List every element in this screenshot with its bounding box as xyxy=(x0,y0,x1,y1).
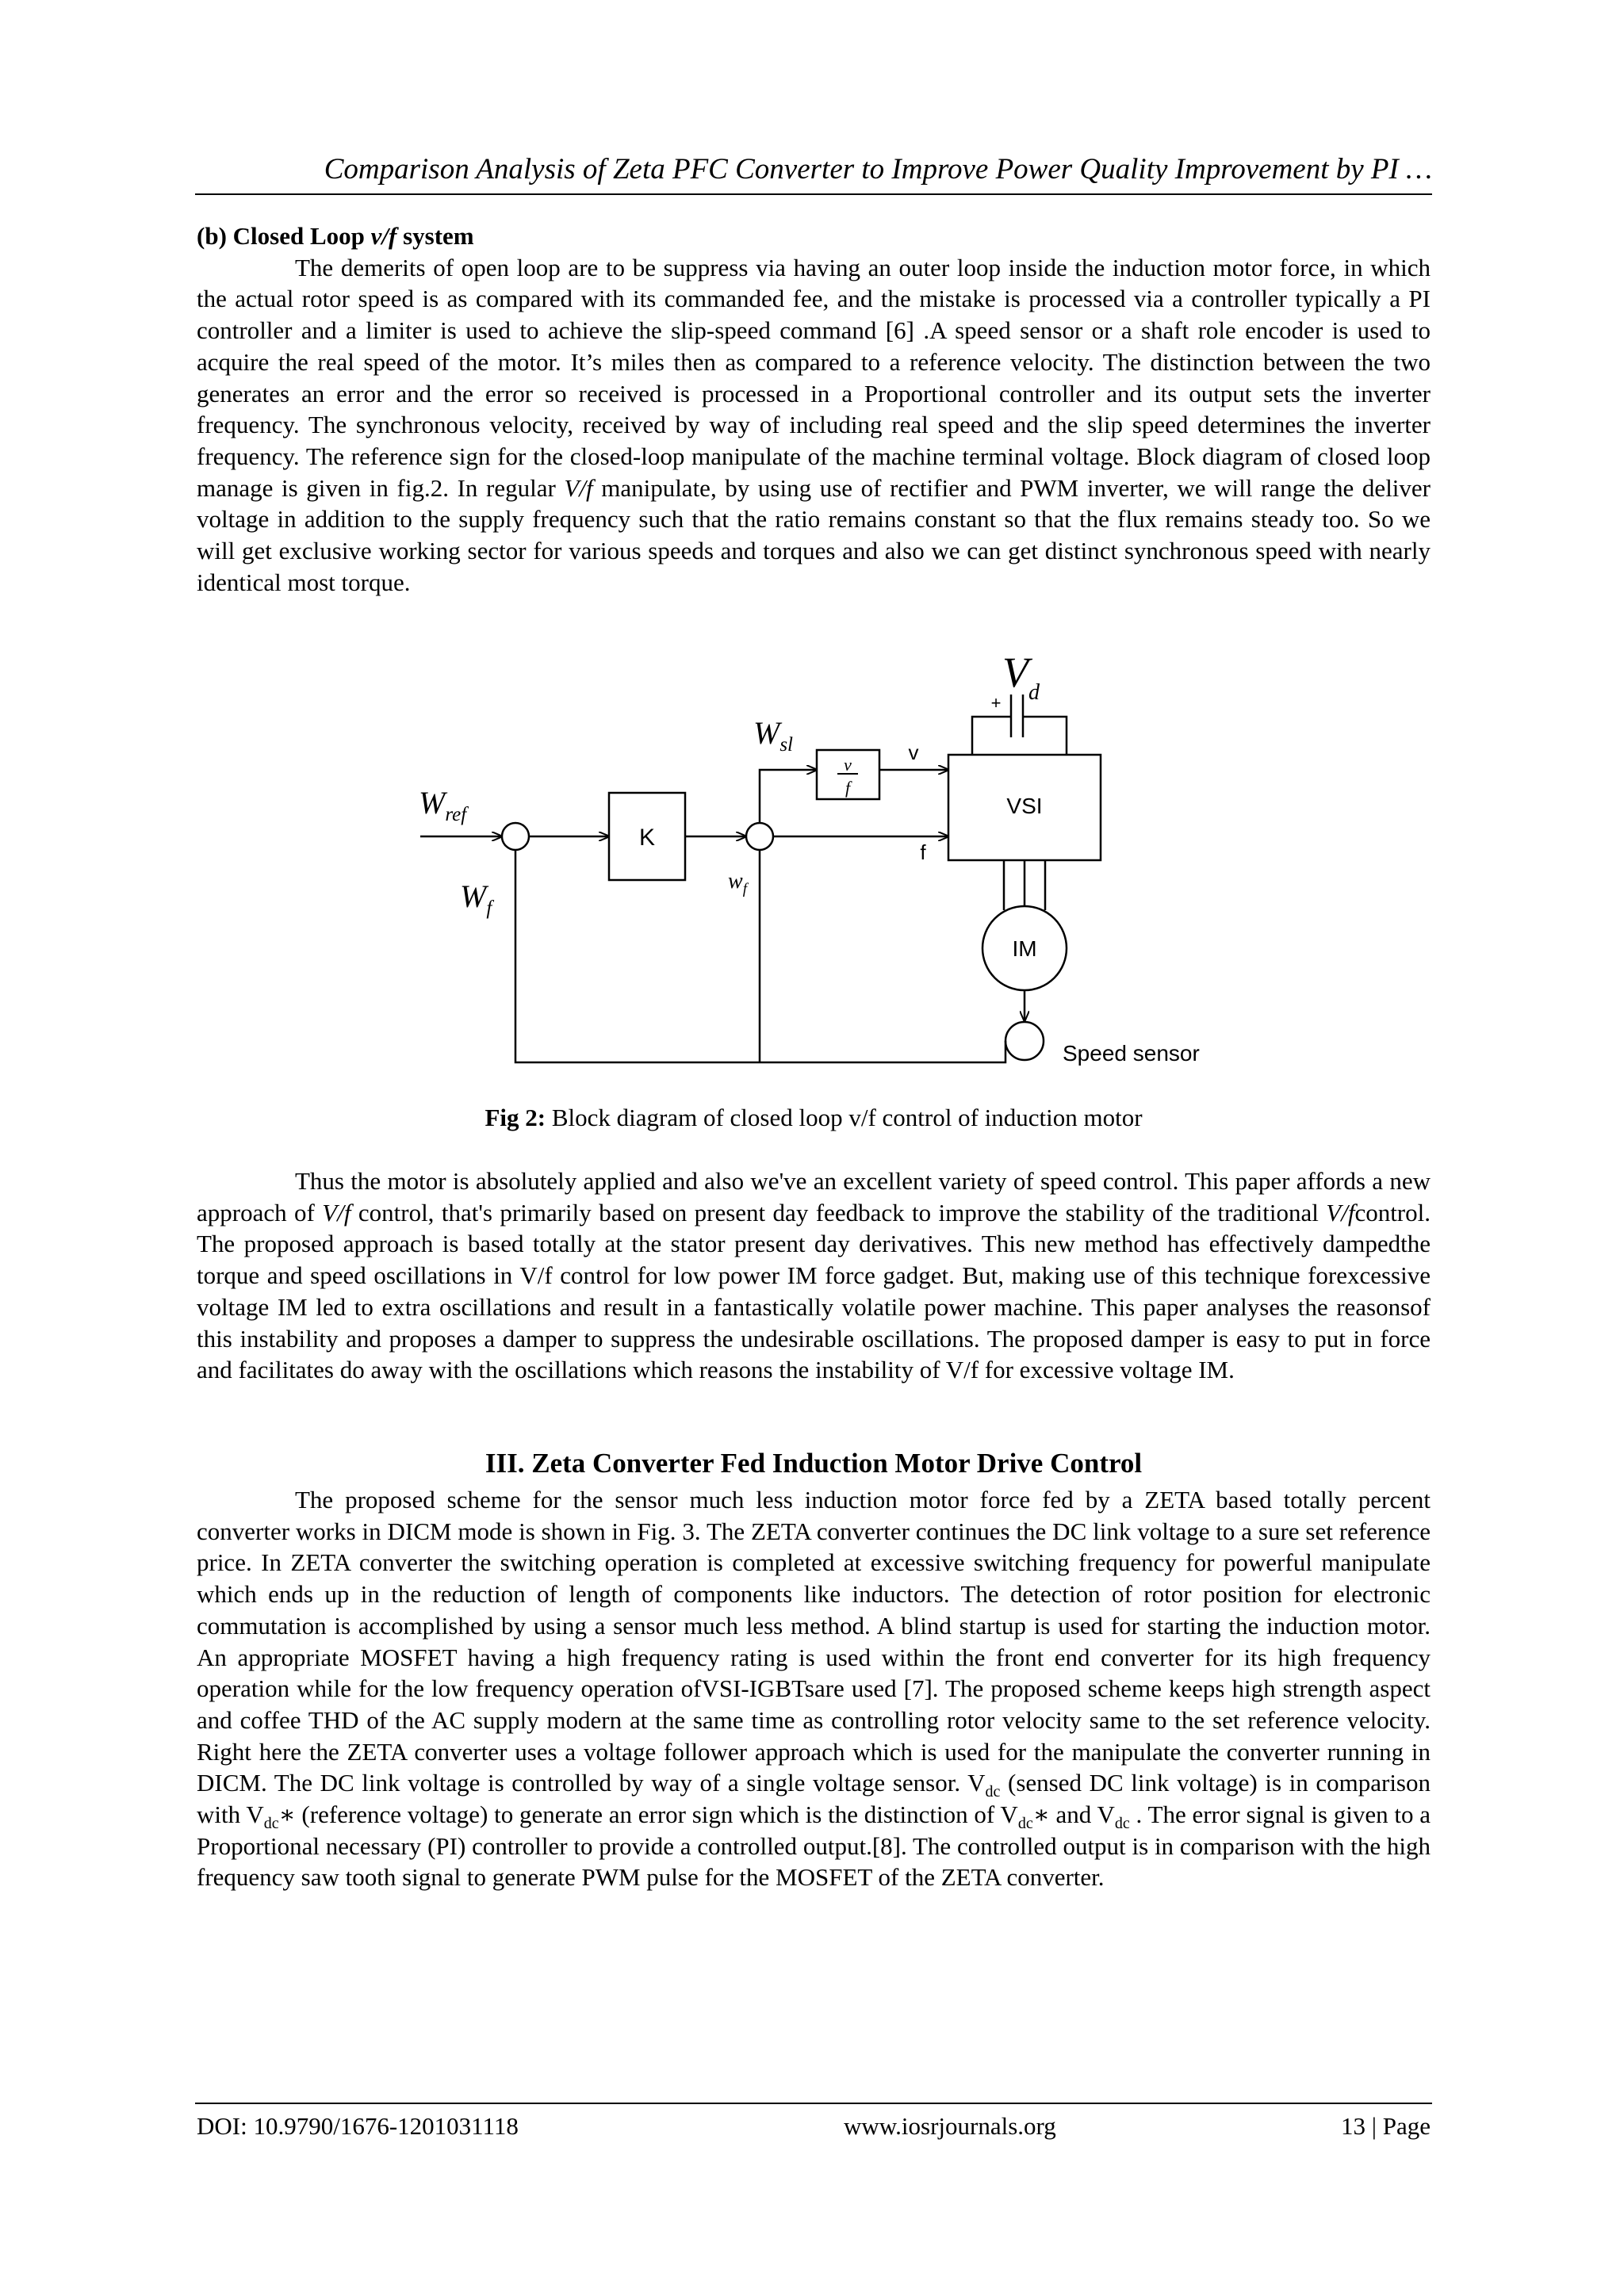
footer-page-number: 13 | Page xyxy=(1341,2112,1431,2140)
vf-denominator: f xyxy=(845,778,851,798)
plus-label: + xyxy=(990,693,1002,713)
footer-website[interactable]: www.iosrjournals.org xyxy=(844,2112,1056,2140)
speed-sensor-circle xyxy=(1005,1022,1044,1060)
vd-label: $V_d$ xyxy=(1002,649,1040,705)
footer-doi: DOI: 10.9790/1676-1201031118 xyxy=(197,2112,519,2140)
header-rule xyxy=(195,193,1432,195)
running-header: Comparison Analysis of Zeta PFC Converter to Improve Power Quality Improvement by PI … xyxy=(324,153,1432,186)
wf-left-label: $W_f$ xyxy=(460,878,492,919)
summing-junction-1 xyxy=(502,823,529,850)
dc-link-left-wire xyxy=(972,717,1011,755)
gain-label: K xyxy=(638,825,656,851)
closed-loop-vf-diagram xyxy=(396,641,1237,1100)
section-b-paragraph: The demerits of open loop are to be suppress via having an outer loop inside the induction motor force, in which the actual rotor speed is as compared with its commanded fee, and the mistake is processed via a controller typically a PI controller and a limiter is used to achieve the slip-speed command [6] .A speed sensor or a shaft role encoder is used to acquire the real speed of the motor. It’s miles then as compared to a reference velocity. The distinction between the two generates an error and the error so received is processed in a Proportional controller and its output sets the inverter frequency. The synchronous velocity, received by way of including real speed and the slip speed determines the inverter frequency. The reference sign for the closed-loop manipulate of the machine terminal voltage. Block diagram of closed loop manage is given in fig.2. In regular V/f manipulate, by using use of rectifier and PWM inverter, we will range the deliver voltage in addition to the supply frequency such that the ratio remains constant so that the flux remains steady too. So we will get exclusive working sector for various speeds and torques and also we can get distinct synchronous speed with nearly identical most torque. xyxy=(197,253,1431,596)
summing-junction-2 xyxy=(746,823,773,850)
paragraph-2: Thus the motor is absolutely applied and also we've an excellent variety of speed control. This paper affords a new approach of V/f control, that's primarily based on present day feedback to improve the stability of the traditional V/fcontrol. The proposed approach is based totally at the stator present day derivatives. This new method has effectively dampedthe torque and speed oscillations in V/f control for low power IM force gadget. But, making use of this technique forexcessive voltage IM led to extra oscillations and result in a fantastically volatile power machine. This paper analyses the reasonsof this instability and proposes a damper to suppress the undesirable oscillations. The proposed damper is easy to put in force and facilitates do away with the oscillations which reasons the instability of V/f for excessive voltage IM. xyxy=(197,1167,1431,1384)
vsi-label: VSI xyxy=(1006,794,1043,818)
motor-label: IM xyxy=(1012,936,1037,961)
vf-numerator: v xyxy=(844,755,852,775)
footer-rule xyxy=(195,2103,1432,2104)
section-b xyxy=(197,220,1431,598)
section-b-heading: (b) Closed Loop v/f system xyxy=(197,222,474,250)
dc-link-right-wire xyxy=(1023,717,1067,755)
section-3-body: The proposed scheme for the sensor much less induction motor force fed by a ZETA based totally percent converter works in DICM mode is shown in Fig. 3. The ZETA converter continues the DC link voltage to a sure set reference price. In ZETA converter the switching operation is completed at excessive switching frequency for powerful manipulate which ends up in the reduction of length of components like inductors. The detection of rotor position for electronic commutation is accomplished by using a sensor much less method. A blind startup is used for starting the induction motor. An appropriate MOSFET having a high frequency rating is used within the front end converter for its high frequency operation while for the low frequency operation ofVSI-IGBTsare used [7]. The proposed scheme keeps high strength aspect and coffee THD of the AC supply modern at the same time as controlling rotor velocity same to the set reference velocity. Right here the ZETA converter uses a voltage follower approach which is used for the manipulate the converter running in DICM. The DC link voltage is controlled by way of a single voltage sensor. $V_{dc}$ (sensed DC link voltage) is in comparison with $V_{dc}∗$ (reference voltage) to generate an error sign which is the distinction of $V_{dc}∗$ and $V_{dc}$ . The error signal is given to a Proportional necessary (PI) controller to provide a controlled output.[8]. The controlled output is in comparison with the high frequency saw tooth signal to generate PWM pulse for the MOSFET of the ZETA converter. xyxy=(197,1486,1431,1892)
speed-sensor-label: Speed sensor xyxy=(1063,1041,1200,1066)
wsl-label: $W_{sl}$ xyxy=(753,715,794,756)
wf-mid-label: $w_f$ xyxy=(728,869,747,897)
section-3-title: III. Zeta Converter Fed Induction Motor Drive Control xyxy=(485,1448,1143,1479)
wref-label: $W_{ref}$ xyxy=(419,785,467,825)
v-signal-label: v xyxy=(908,740,919,764)
f-signal-label: f xyxy=(920,840,926,864)
wsl-branch-line xyxy=(760,770,817,823)
figure-caption: Fig 2: Block diagram of closed loop v/f control of induction motor xyxy=(485,1104,1143,1131)
